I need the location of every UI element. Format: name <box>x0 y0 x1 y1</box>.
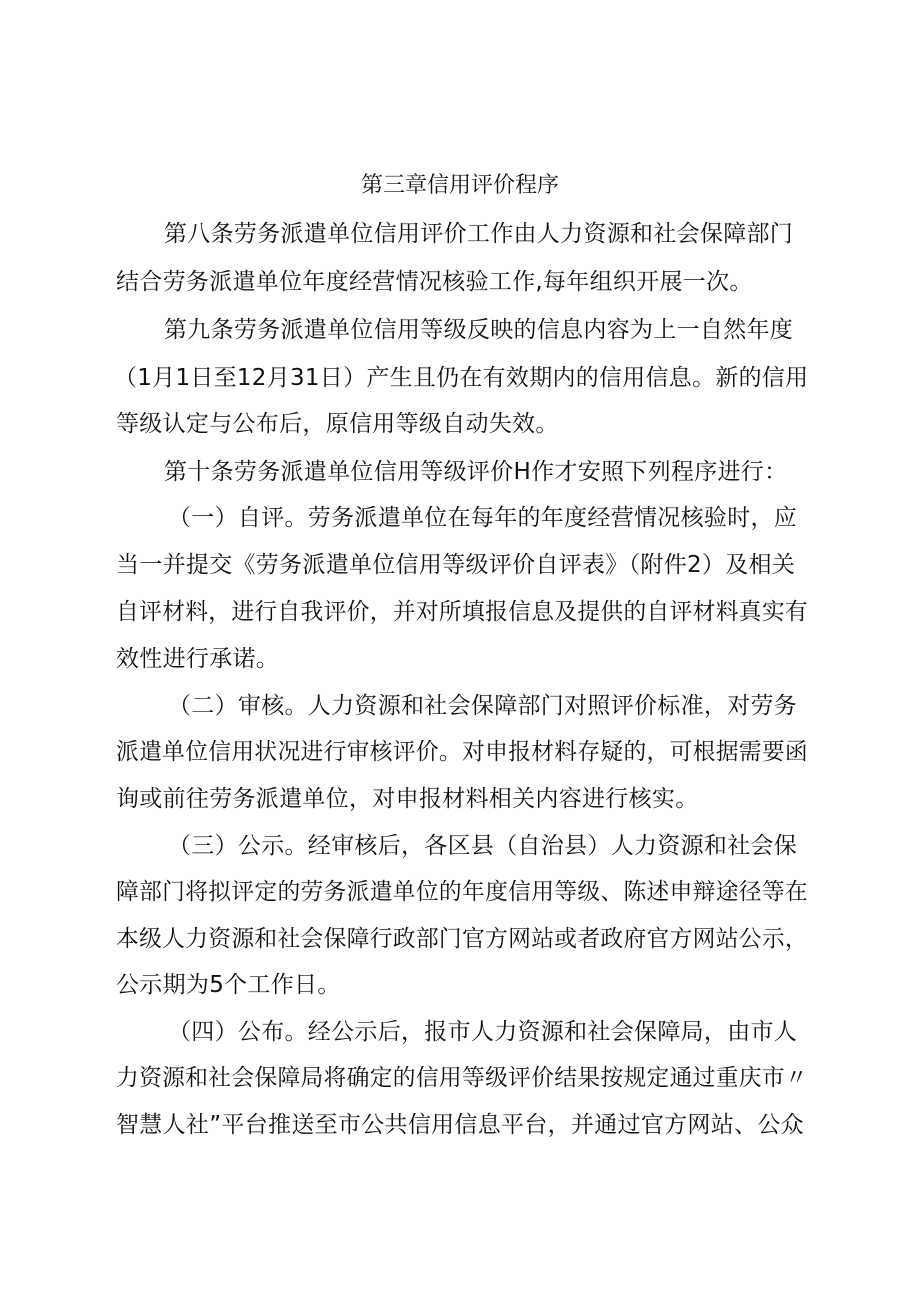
item-4-line-3: 智慧人社”平台推送至市公共信用信息平台，并通过官方网站、公众 <box>116 1112 804 1138</box>
article-10-line-1: 第十条劳务派遣单位信用等级评价H作才安照下列程序进行： <box>164 459 788 485</box>
item-3-line-2: 障部门将拟评定的劳务派遣单位的年度信用等级、陈述申辩途径等在 <box>116 879 808 905</box>
article-8-line-1: 第八条劳务派遣单位信用评价工作由人力资源和社会保障部门 <box>164 221 794 247</box>
item-1-line-3: 自评材料，进行自我评价，并对所填报信息及提供的自评材料真实有 <box>116 599 808 625</box>
item-1-line-1: （一）自评。劳务派遣单位在每年的年度经营情况核验时，应 <box>168 505 798 531</box>
item-4-line-2: 力资源和社会保障局将确定的信用等级评价结果按规定通过重庆市〃 <box>116 1065 808 1091</box>
chapter-title: 第三章信用评价程序 <box>360 173 559 198</box>
item-1-line-2: 当一并提交《劳务派遣单位信用等级评价自评表》（附件2）及相关 <box>116 552 796 578</box>
item-2-line-3: 询或前往劳务派遣单位，对申报材料相关内容进行核实。 <box>116 786 699 812</box>
item-3-line-3: 本级人力资源和社会保障行政部门官方网站或者政府官方网站公示， <box>116 926 808 952</box>
article-9-line-1: 第九条劳务派遣单位信用等级反映的信息内容为上一自然年度 <box>164 317 794 343</box>
item-3-line-4: 公示期为5个工作日。 <box>116 972 341 998</box>
article-9-line-3: 等级认定与公布后，原信用等级自动失效。 <box>116 411 559 437</box>
item-2-line-1: （二）审核。人力资源和社会保障部门对照评价标准，对劳务 <box>168 693 798 719</box>
item-2-line-2: 派遣单位信用状况进行审核评价。对申报材料存疑的，可根据需要函 <box>116 739 808 765</box>
item-1-line-4: 效性进行承诺。 <box>116 646 280 672</box>
article-9-line-2: （1月1日至12月31日）产生且仍在有效期内的信用信息。新的信用 <box>114 365 809 391</box>
item-3-line-1: （三）公示。经审核后，各区县（自治县）人力资源和社会保 <box>168 833 798 859</box>
item-4-line-1: （四）公布。经公示后，报市人力资源和社会保障局，由市人 <box>168 1019 798 1045</box>
article-8-line-2: 结合劳务派遣单位年度经营情况核验工作,每年组织开展一次。 <box>116 269 753 295</box>
